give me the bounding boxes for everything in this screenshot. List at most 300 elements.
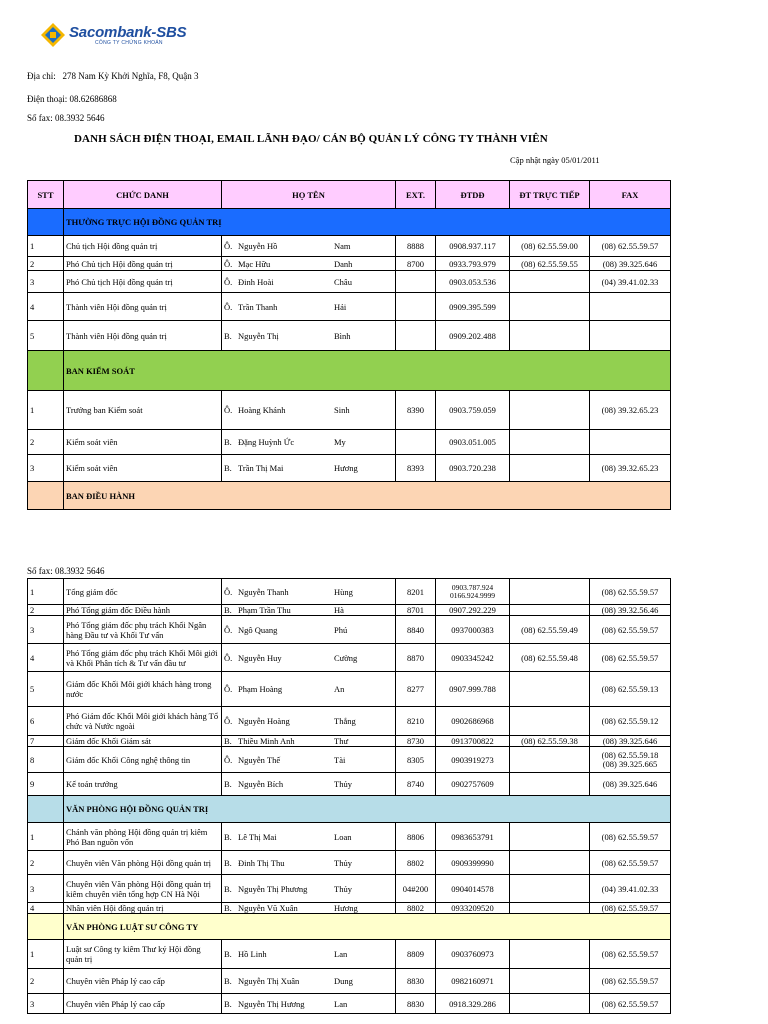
table-row <box>28 707 671 736</box>
name-wrapper <box>224 463 393 473</box>
name-wrapper <box>224 302 393 312</box>
table-row <box>28 875 671 903</box>
logo-text: Sacombank-SBS <box>69 23 187 41</box>
fax-cell <box>590 672 671 707</box>
mobile-cell <box>436 736 510 747</box>
ext-cell: 8700 <box>396 257 436 271</box>
name-wrapper <box>224 653 393 663</box>
fax-cell <box>590 940 671 969</box>
mobile-number: 0903.787.924 <box>451 582 494 592</box>
ext-cell: 8305 <box>396 747 436 773</box>
mobile-number: 0903.053.536 <box>449 276 496 287</box>
family-name: Nguyễn Thị <box>238 330 279 341</box>
role-cell: Tổng giám đốc <box>64 579 222 605</box>
mobile-number: 0982160971 <box>451 976 494 986</box>
table-row <box>28 940 671 969</box>
ext-cell: 8730 <box>396 736 436 747</box>
given-name: Thủy <box>334 857 352 868</box>
name-cell <box>222 672 396 707</box>
given-name: Lan <box>334 998 348 1009</box>
mobile-cell <box>436 940 510 969</box>
mobile-cell <box>436 391 510 430</box>
fax-cell <box>590 823 671 851</box>
name-wrapper <box>224 949 393 959</box>
name-cell <box>222 851 396 875</box>
name-cell <box>222 747 396 773</box>
given-name: Sinh <box>334 405 350 415</box>
stt-cell: 2 <box>28 605 64 616</box>
mobile-number: 0903.720.238 <box>449 463 496 473</box>
direct-phone-cell <box>510 994 590 1014</box>
mobile-number: 0933209520 <box>451 903 494 913</box>
stt-cell: 1 <box>28 236 64 257</box>
given-name: An <box>334 684 345 694</box>
fax-number: (08) 62.55.59.12 <box>601 716 659 726</box>
fax-cell <box>590 994 671 1014</box>
ext-cell: 8830 <box>396 994 436 1014</box>
fax-cell <box>590 616 671 644</box>
fax-cell <box>590 644 671 672</box>
section-header-row <box>28 351 671 391</box>
name-cell <box>222 736 396 747</box>
mobile-cell <box>436 747 510 773</box>
fax-cell <box>590 391 671 430</box>
family-name: Nguyễn Thế <box>238 754 281 765</box>
mobile-cell <box>436 903 510 914</box>
mobile-cell <box>436 605 510 616</box>
mobile-cell <box>436 616 510 644</box>
mobile-cell <box>436 707 510 736</box>
role-cell: Chuyên viên Văn phòng Hội đồng quản trị kiêm chuyên viên tổng hợp CN Hà Nội <box>64 875 222 903</box>
fax-number: (08) 62.55.59.57 <box>601 241 659 251</box>
mobile-number: 0913700822 <box>451 736 494 746</box>
fax-cell <box>590 321 671 351</box>
given-name: Hương <box>334 463 358 473</box>
mobile-number: 0907.292.229 <box>449 605 496 615</box>
given-name: Nam <box>334 241 351 251</box>
mobile-number: 0983653791 <box>451 831 494 842</box>
family-name: Trần Thanh <box>238 301 278 312</box>
ext-cell: 8210 <box>396 707 436 736</box>
fax-cell <box>590 875 671 903</box>
name-cell <box>222 707 396 736</box>
honorific: B. <box>224 949 232 959</box>
section-title: THƯỜNG TRỰC HỘI ĐỒNG QUẢN TRỊ <box>64 209 671 236</box>
mobile-number: 0933.793.979 <box>449 258 496 269</box>
family-name: Nguyễn Thị Xuân <box>238 976 300 986</box>
role-cell: Phó Chủ tịch Hội đồng quản trị <box>64 257 222 271</box>
fax-number: (08) 62.55.59.13 <box>601 684 659 694</box>
table-row <box>28 823 671 851</box>
direct-phone-cell <box>510 271 590 293</box>
honorific: B. <box>224 831 232 842</box>
role-cell: Chuyên viên Pháp lý cao cấp <box>64 994 222 1014</box>
ext-cell: 8740 <box>396 773 436 796</box>
honorific: B. <box>224 605 232 615</box>
stt-cell: 4 <box>28 293 64 321</box>
direct-phone-cell <box>510 823 590 851</box>
direct-phone-cell <box>510 940 590 969</box>
role-cell: Phó Chủ tịch Hội đồng quản trị <box>64 271 222 293</box>
fax-number: (04) 39.41.02.33 <box>601 276 659 287</box>
mobile-number: 0903.051.005 <box>449 437 496 447</box>
name-wrapper <box>224 884 393 894</box>
table-row <box>28 257 671 271</box>
fax-number: (08) 62.55.59.57 <box>601 624 659 635</box>
role-cell: Chuyên viên Văn phòng Hội đồng quản trị <box>64 851 222 875</box>
fax-cell <box>590 257 671 271</box>
ext-cell <box>396 271 436 293</box>
table-row <box>28 851 671 875</box>
family-name: Nguyễn Thị Phương <box>238 883 308 894</box>
family-name: Nguyễn Thị Hương <box>238 998 305 1009</box>
mobile-cell <box>436 875 510 903</box>
direct-phone-cell <box>510 672 590 707</box>
mobile-cell <box>436 321 510 351</box>
fax-number-2: (08) 39.325.665 <box>602 758 658 769</box>
table-row <box>28 773 671 796</box>
fax-cell <box>590 236 671 257</box>
stt-cell: 2 <box>28 851 64 875</box>
mobile-cell <box>436 672 510 707</box>
name-wrapper <box>224 437 393 447</box>
name-wrapper <box>224 832 393 842</box>
fax-cell <box>590 293 671 321</box>
role-cell: Giám đốc Khối Môi giới khách hàng trong nước <box>64 672 222 707</box>
stt-cell: 1 <box>28 823 64 851</box>
table-row <box>28 969 671 994</box>
mobile-cell <box>436 644 510 672</box>
fax-cell <box>590 271 671 293</box>
honorific: Ô. <box>224 624 233 635</box>
column-header: STT <box>28 181 64 209</box>
given-name: Thủy <box>334 779 352 789</box>
fax-cell <box>590 579 671 605</box>
name-wrapper <box>224 976 393 986</box>
family-name: Nguyễn Hoàng <box>238 716 290 726</box>
stt-cell: 8 <box>28 747 64 773</box>
given-name: Hà <box>334 605 344 615</box>
stt-cell: 5 <box>28 321 64 351</box>
fax-cell <box>590 430 671 455</box>
name-cell <box>222 321 396 351</box>
mobile-number-2: 0166.924.9999 <box>450 590 495 600</box>
mobile-number: 0902757609 <box>451 779 494 789</box>
table-row <box>28 391 671 430</box>
mobile-cell <box>436 271 510 293</box>
direct-phone-cell <box>510 579 590 605</box>
direct-phone-cell <box>510 903 590 914</box>
fax-cell <box>590 903 671 914</box>
family-name: Đinh Hoài <box>238 276 274 287</box>
honorific: B. <box>224 976 232 986</box>
family-name: Phạm Hoàng <box>238 684 283 694</box>
stt-cell: 9 <box>28 773 64 796</box>
family-name: Nguyễn Huy <box>238 652 282 663</box>
mobile-number: 0902686968 <box>451 716 494 726</box>
role-cell: Giám đốc Khối Công nghệ thông tin <box>64 747 222 773</box>
section-stt-cell <box>28 796 64 823</box>
mobile-number: 0909.395.599 <box>449 301 496 312</box>
name-cell <box>222 644 396 672</box>
honorific: B. <box>224 883 232 894</box>
name-cell <box>222 903 396 914</box>
role-cell: Kế toán trưởng <box>64 773 222 796</box>
mobile-cell <box>436 773 510 796</box>
fax-cell <box>590 747 671 773</box>
fax-number: (08) 62.55.59.57 <box>601 998 659 1009</box>
column-header: ĐTDĐ <box>436 181 510 209</box>
role-cell: Giám đốc Khối Giám sát <box>64 736 222 747</box>
role-cell: Chủ tịch Hội đồng quản trị <box>64 236 222 257</box>
table-header-row <box>28 181 671 209</box>
stt-cell: 1 <box>28 391 64 430</box>
fax-number: (08) 62.55.59.57 <box>601 586 659 597</box>
fax-number: (08) 62.55.59.57 <box>601 831 659 842</box>
honorific: Ô. <box>224 716 233 726</box>
mobile-cell <box>436 969 510 994</box>
stt-cell: 1 <box>28 579 64 605</box>
section-header-row <box>28 482 671 510</box>
fax-number: (08) 62.55.59.57 <box>601 652 659 663</box>
role-cell: Kiểm soát viên <box>64 430 222 455</box>
stt-cell: 6 <box>28 707 64 736</box>
contact-table-1 <box>27 180 671 510</box>
table-row <box>28 736 671 747</box>
name-wrapper <box>224 277 393 287</box>
direct-phone-cell <box>510 293 590 321</box>
direct-phone-cell <box>510 455 590 482</box>
role-cell: Chánh văn phòng Hội đồng quản trị kiêm Phó Ban nguồn vốn <box>64 823 222 851</box>
ext-cell <box>396 293 436 321</box>
table-row <box>28 644 671 672</box>
name-cell <box>222 430 396 455</box>
ext-cell: 8840 <box>396 616 436 644</box>
role-cell: Thành viên Hội đồng quản trị <box>64 321 222 351</box>
fax-number: (08) 62.55.59.57 <box>601 949 659 959</box>
section-stt-cell <box>28 482 64 510</box>
stt-cell: 2 <box>28 257 64 271</box>
mobile-number: 0918.329.286 <box>449 998 496 1009</box>
direct-phone-cell <box>510 605 590 616</box>
honorific: B. <box>224 903 232 913</box>
ext-cell: 8809 <box>396 940 436 969</box>
given-name: Tài <box>334 754 346 765</box>
mobile-cell <box>436 994 510 1014</box>
role-cell: Kiểm soát viên <box>64 455 222 482</box>
family-name: Phạm Trần Thu <box>238 605 291 615</box>
given-name: Hải <box>334 301 347 312</box>
given-name: My <box>334 437 346 447</box>
name-cell <box>222 994 396 1014</box>
mobile-cell <box>436 430 510 455</box>
name-wrapper <box>224 684 393 694</box>
direct-phone-cell <box>510 875 590 903</box>
family-name: Hồ Linh <box>238 949 267 959</box>
direct-phone-cell: (08) 62.55.59.55 <box>510 257 590 271</box>
direct-phone-cell <box>510 321 590 351</box>
given-name: Lan <box>334 949 348 959</box>
fax-line: Số fax: 08.3932 5646 <box>27 113 105 123</box>
ext-cell: 8390 <box>396 391 436 430</box>
stt-cell: 5 <box>28 672 64 707</box>
name-cell <box>222 616 396 644</box>
fax-number: (04) 39.41.02.33 <box>601 883 659 894</box>
name-wrapper <box>224 605 393 615</box>
name-cell <box>222 293 396 321</box>
mobile-cell <box>436 851 510 875</box>
fax-number: (08) 62.55.59.57 <box>601 903 659 913</box>
fax-number: (08) 39.32.65.23 <box>601 463 659 473</box>
given-name: Hương <box>334 903 358 913</box>
contact-table-2 <box>27 578 671 1014</box>
mobile-number: 0909399990 <box>451 857 494 868</box>
table-row <box>28 747 671 773</box>
mobile-cell <box>436 455 510 482</box>
honorific: B. <box>224 736 232 746</box>
honorific: B. <box>224 779 232 789</box>
column-header: FAX <box>590 181 671 209</box>
fax-number: (08) 39.32.65.23 <box>601 405 659 415</box>
honorific: Ô. <box>224 276 233 287</box>
role-cell: Thành viên Hội đồng quản trị <box>64 293 222 321</box>
given-name: Thắng <box>334 716 356 726</box>
fax-number: (08) 39.32.56.46 <box>601 605 659 615</box>
phone-line <box>27 94 117 104</box>
ext-cell: 8201 <box>396 579 436 605</box>
fax-number: (08) 62.55.59.57 <box>601 976 659 986</box>
direct-phone-cell <box>510 391 590 430</box>
mobile-cell <box>436 257 510 271</box>
stt-cell: 3 <box>28 875 64 903</box>
family-name: Nguyễn Vũ Xuân <box>238 903 298 913</box>
direct-phone-cell <box>510 747 590 773</box>
direct-phone-cell <box>510 851 590 875</box>
column-header: CHỨC DANH <box>64 181 222 209</box>
given-name: Cường <box>334 652 358 663</box>
fax-cell <box>590 851 671 875</box>
ext-cell: 8806 <box>396 823 436 851</box>
name-cell <box>222 823 396 851</box>
name-cell <box>222 969 396 994</box>
name-wrapper <box>224 736 393 746</box>
name-cell <box>222 391 396 430</box>
ext-cell <box>396 430 436 455</box>
page-title: DANH SÁCH ĐIỆN THOẠI, EMAIL LÃNH ĐẠO/ CÁN BỘ QUẢN LÝ CÔNG TY THÀNH VIÊN <box>74 133 548 145</box>
stt-cell: 4 <box>28 903 64 914</box>
mobile-number: 0903.759.059 <box>449 405 496 415</box>
name-wrapper <box>224 587 393 597</box>
name-wrapper <box>224 858 393 868</box>
fax-cell <box>590 455 671 482</box>
fax-number: (08) 39.325.646 <box>602 736 658 746</box>
address-value: 278 Nam Kỳ Khởi Nghĩa, F8, Quận 3 <box>62 71 199 81</box>
fax-number: (08) 39.325.646 <box>602 258 658 269</box>
family-name: Nguyễn Hồ <box>238 241 278 251</box>
direct-phone-cell: (08) 62.55.59.49 <box>510 616 590 644</box>
section-header-row <box>28 796 671 823</box>
address-line <box>27 71 199 81</box>
name-cell <box>222 605 396 616</box>
family-name: Ngô Quang <box>238 624 278 635</box>
honorific: B. <box>224 857 232 868</box>
role-cell: Phó Tổng giám đốc phụ trách Khối Ngân hàng Đầu tư và Khối Tư vấn <box>64 616 222 644</box>
family-name: Hoàng Khánh <box>238 405 286 415</box>
name-wrapper <box>224 331 393 341</box>
mobile-number: 0903760973 <box>451 949 494 959</box>
role-cell: Trưởng ban Kiểm soát <box>64 391 222 430</box>
family-name: Đinh Thị Thu <box>238 857 285 868</box>
mobile-number: 0904014578 <box>451 883 494 894</box>
mobile-number: 0903919273 <box>451 754 494 765</box>
name-cell <box>222 455 396 482</box>
given-name: Phú <box>334 624 348 635</box>
honorific: Ô. <box>224 258 233 269</box>
family-name: Thiều Minh Anh <box>238 736 295 746</box>
table-row <box>28 430 671 455</box>
ext-cell <box>396 321 436 351</box>
section-title: BAN KIỂM SOÁT <box>64 351 671 391</box>
table-row <box>28 293 671 321</box>
ext-cell: 8870 <box>396 644 436 672</box>
honorific: B. <box>224 463 232 473</box>
stt-cell: 3 <box>28 616 64 644</box>
ext-cell: 8701 <box>396 605 436 616</box>
name-cell <box>222 773 396 796</box>
phone-label: Điện thoại: <box>27 94 68 104</box>
fax-number: (08) 62.55.59.57 <box>601 857 659 868</box>
role-cell: Phó Tổng giám đốc phụ trách Khối Môi giới và Khối Phân tích & Tư vấn đầu tư <box>64 644 222 672</box>
fax-line-2: Số fax: 08.3932 5646 <box>27 566 105 576</box>
name-wrapper <box>224 779 393 789</box>
logo-subtext: CÔNG TY CHỨNG KHOÁN <box>95 39 163 46</box>
name-cell <box>222 236 396 257</box>
honorific: Ô. <box>224 241 233 251</box>
table-row <box>28 672 671 707</box>
name-cell <box>222 875 396 903</box>
honorific: B. <box>224 437 232 447</box>
mobile-number: 0903345242 <box>451 652 494 663</box>
name-wrapper <box>224 625 393 635</box>
direct-phone-cell: (08) 62.55.59.48 <box>510 644 590 672</box>
name-wrapper <box>224 716 393 726</box>
given-name: Châu <box>334 276 352 287</box>
mobile-number: 0909.202.488 <box>449 330 496 341</box>
family-name: Nguyễn Bích <box>238 779 284 789</box>
fax-cell <box>590 773 671 796</box>
ext-cell: 8888 <box>396 236 436 257</box>
sacombank-diamond-icon <box>40 22 66 48</box>
honorific: Ô. <box>224 684 233 694</box>
updated-date: Cập nhật ngày 05/01/2011 <box>510 155 600 165</box>
honorific: Ô. <box>224 301 233 312</box>
fax-cell <box>590 736 671 747</box>
mobile-cell <box>436 236 510 257</box>
name-wrapper <box>224 903 393 913</box>
section-stt-cell <box>28 209 64 236</box>
table-row <box>28 903 671 914</box>
name-cell <box>222 271 396 293</box>
direct-phone-cell <box>510 969 590 994</box>
direct-phone-cell <box>510 430 590 455</box>
column-header: HỌ TÊN <box>222 181 396 209</box>
honorific: Ô. <box>224 652 233 663</box>
given-name: Bình <box>334 330 351 341</box>
mobile-cell <box>436 579 510 605</box>
stt-cell: 7 <box>28 736 64 747</box>
stt-cell: 3 <box>28 994 64 1014</box>
address-label: Địa chỉ: <box>27 71 56 81</box>
